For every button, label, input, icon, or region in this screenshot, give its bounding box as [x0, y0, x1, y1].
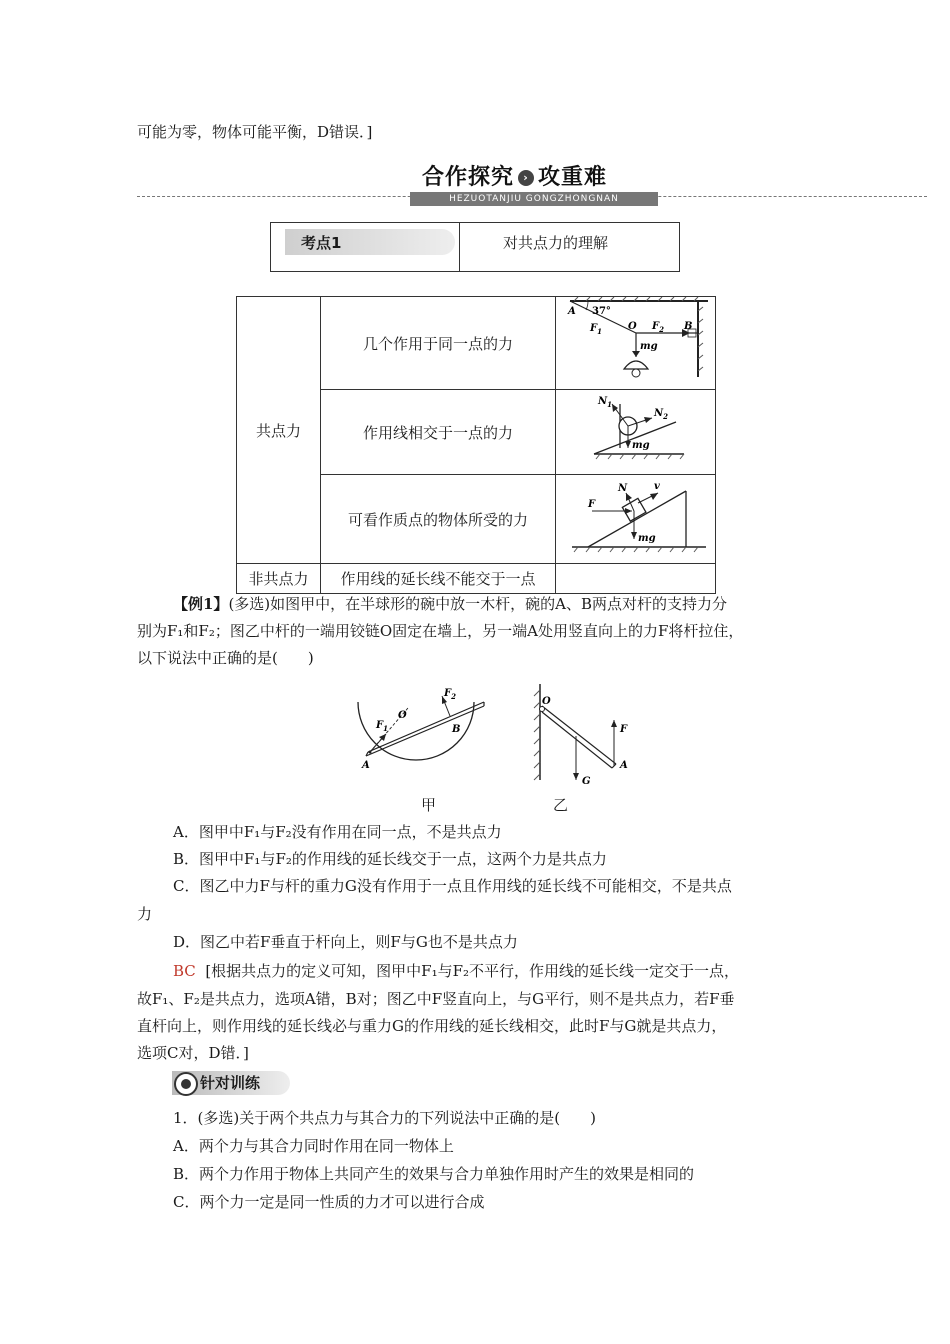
fig3-label-v: v [654, 481, 660, 492]
figure-jia [350, 680, 500, 780]
table-row-desc-1: 几个作用于同一点的力 [321, 297, 556, 390]
option-c-cont: 力 [137, 905, 153, 923]
fig3-label-N: N [618, 483, 628, 494]
section-subtitle: HEZUOTANJIU GONGZHONGNAN [410, 192, 658, 206]
yi-label-F: F [620, 724, 628, 735]
training-option-c: C．两个力一定是同一性质的力才可以进行合成 [173, 1193, 485, 1211]
jia-label-O: O [398, 710, 407, 721]
explanation-2: 故F₁、F₂是共点力，选项A错，B对；图乙中F竖直向上，与G平行，则不是共点力，若F垂 [137, 990, 735, 1008]
figure-jia-caption: 甲 [421, 796, 437, 814]
fig3-label-mg: mg [638, 533, 656, 544]
target-icon [174, 1072, 198, 1096]
concept-table [236, 296, 716, 594]
section-title-b: 攻重难 [538, 165, 608, 190]
option-a: A．图甲中F₁与F₂没有作用在同一点，不是共点力 [173, 823, 502, 841]
explanation-1: [根据共点力的定义可知，图甲中F₁与F₂不平行，作用线的延长线一定交于一点， [205, 962, 740, 980]
topic-box-divider [459, 223, 460, 271]
section-title-a: 合作探究 [422, 165, 515, 190]
table-noncopoint-desc: 作用线的延长线不能交于一点 [321, 564, 556, 594]
figure-yi [528, 680, 648, 790]
yi-label-A: A [620, 760, 628, 771]
training-question: 1．(多选)关于两个共点力与其合力的下列说法中正确的是( ) [173, 1109, 596, 1127]
figure-yi-caption: 乙 [553, 796, 569, 814]
yi-label-G: G [582, 776, 591, 787]
continuation-text: 可能为零，物体可能平衡，D错误．] [137, 123, 373, 141]
answer-key: BC [173, 962, 196, 980]
fig1-label-O: O [628, 321, 637, 332]
fig3-label-F: F [588, 499, 596, 510]
fig1-label-F1: $F_1$ [590, 323, 602, 336]
fig1-label-F2: $F_2$ [652, 321, 664, 334]
training-option-b: B．两个力作用于物体上共同产生的效果与合力单独作用时产生的效果是相同的 [173, 1165, 695, 1183]
fig1-label-A: A [568, 306, 576, 317]
example-line-1-text: (多选)如图甲中，在半球形的碗中放一木杆，碗的A、B两点对杆的支持力分 [228, 595, 728, 613]
table-noncopoint-label: 非共点力 [237, 564, 321, 594]
figure-block-incline [556, 475, 716, 564]
table-group-label: 共点力 [237, 297, 321, 564]
section-title [422, 160, 607, 191]
topic-title: 对共点力的理解 [503, 234, 609, 252]
answer-line [173, 960, 739, 982]
training-option-a: A．两个力与其合力同时作用在同一物体上 [173, 1137, 454, 1155]
example-line-3: 以下说法中正确的是( ) [137, 649, 314, 667]
jia-label-B: B [452, 724, 461, 735]
figure-lamp [556, 297, 716, 390]
yi-label-O: O [542, 696, 551, 707]
explanation-3: 直杆向上，则作用线的延长线必与重力G的作用线的延长线相交，此时F与G就是共点力， [137, 1017, 727, 1035]
fig1-label-mg: mg [640, 341, 658, 352]
fig1-label-B: B [684, 321, 693, 332]
fig2-label-N1: $N_1$ [598, 396, 613, 409]
explanation-4: 选项C对，D错．] [137, 1044, 249, 1062]
topic-tag-label: 考点1 [301, 234, 342, 252]
example-line-1 [173, 593, 727, 615]
training-badge-label: 针对训练 [200, 1074, 261, 1092]
table-empty-cell [556, 564, 716, 594]
example-line-2: 别为F₁和F₂；图乙中杆的一端用铰链O固定在墙上，另一端A处用竖直向上的力F将杆拉住， [137, 622, 744, 640]
fig2-label-mg: mg [632, 440, 650, 451]
jia-label-A: A [362, 760, 370, 771]
table-row-desc-3: 可看作质点的物体所受的力 [321, 475, 556, 564]
chevron-right-icon: › [518, 170, 534, 186]
option-c: C．图乙中力F与杆的重力G没有作用于一点且作用线的延长线不可能相交，不是共点 [173, 877, 732, 895]
topic-tag [285, 229, 455, 255]
table-row-desc-2: 作用线相交于一点的力 [321, 390, 556, 475]
figure-ball-incline [556, 390, 716, 475]
option-d: D．图乙中若F垂直于杆向上，则F与G也不是共点力 [173, 933, 518, 951]
fig2-label-N2: $N_2$ [654, 408, 669, 421]
jia-label-F2: $F_2$ [444, 688, 456, 701]
option-b: B．图甲中F₁与F₂的作用线的延长线交于一点，这两个力是共点力 [173, 850, 607, 868]
jia-label-F1: $F_1$ [376, 720, 388, 733]
topic-box [270, 222, 680, 272]
example-tag: 【例1】 [173, 595, 229, 613]
fig1-angle: 37° [592, 306, 611, 317]
